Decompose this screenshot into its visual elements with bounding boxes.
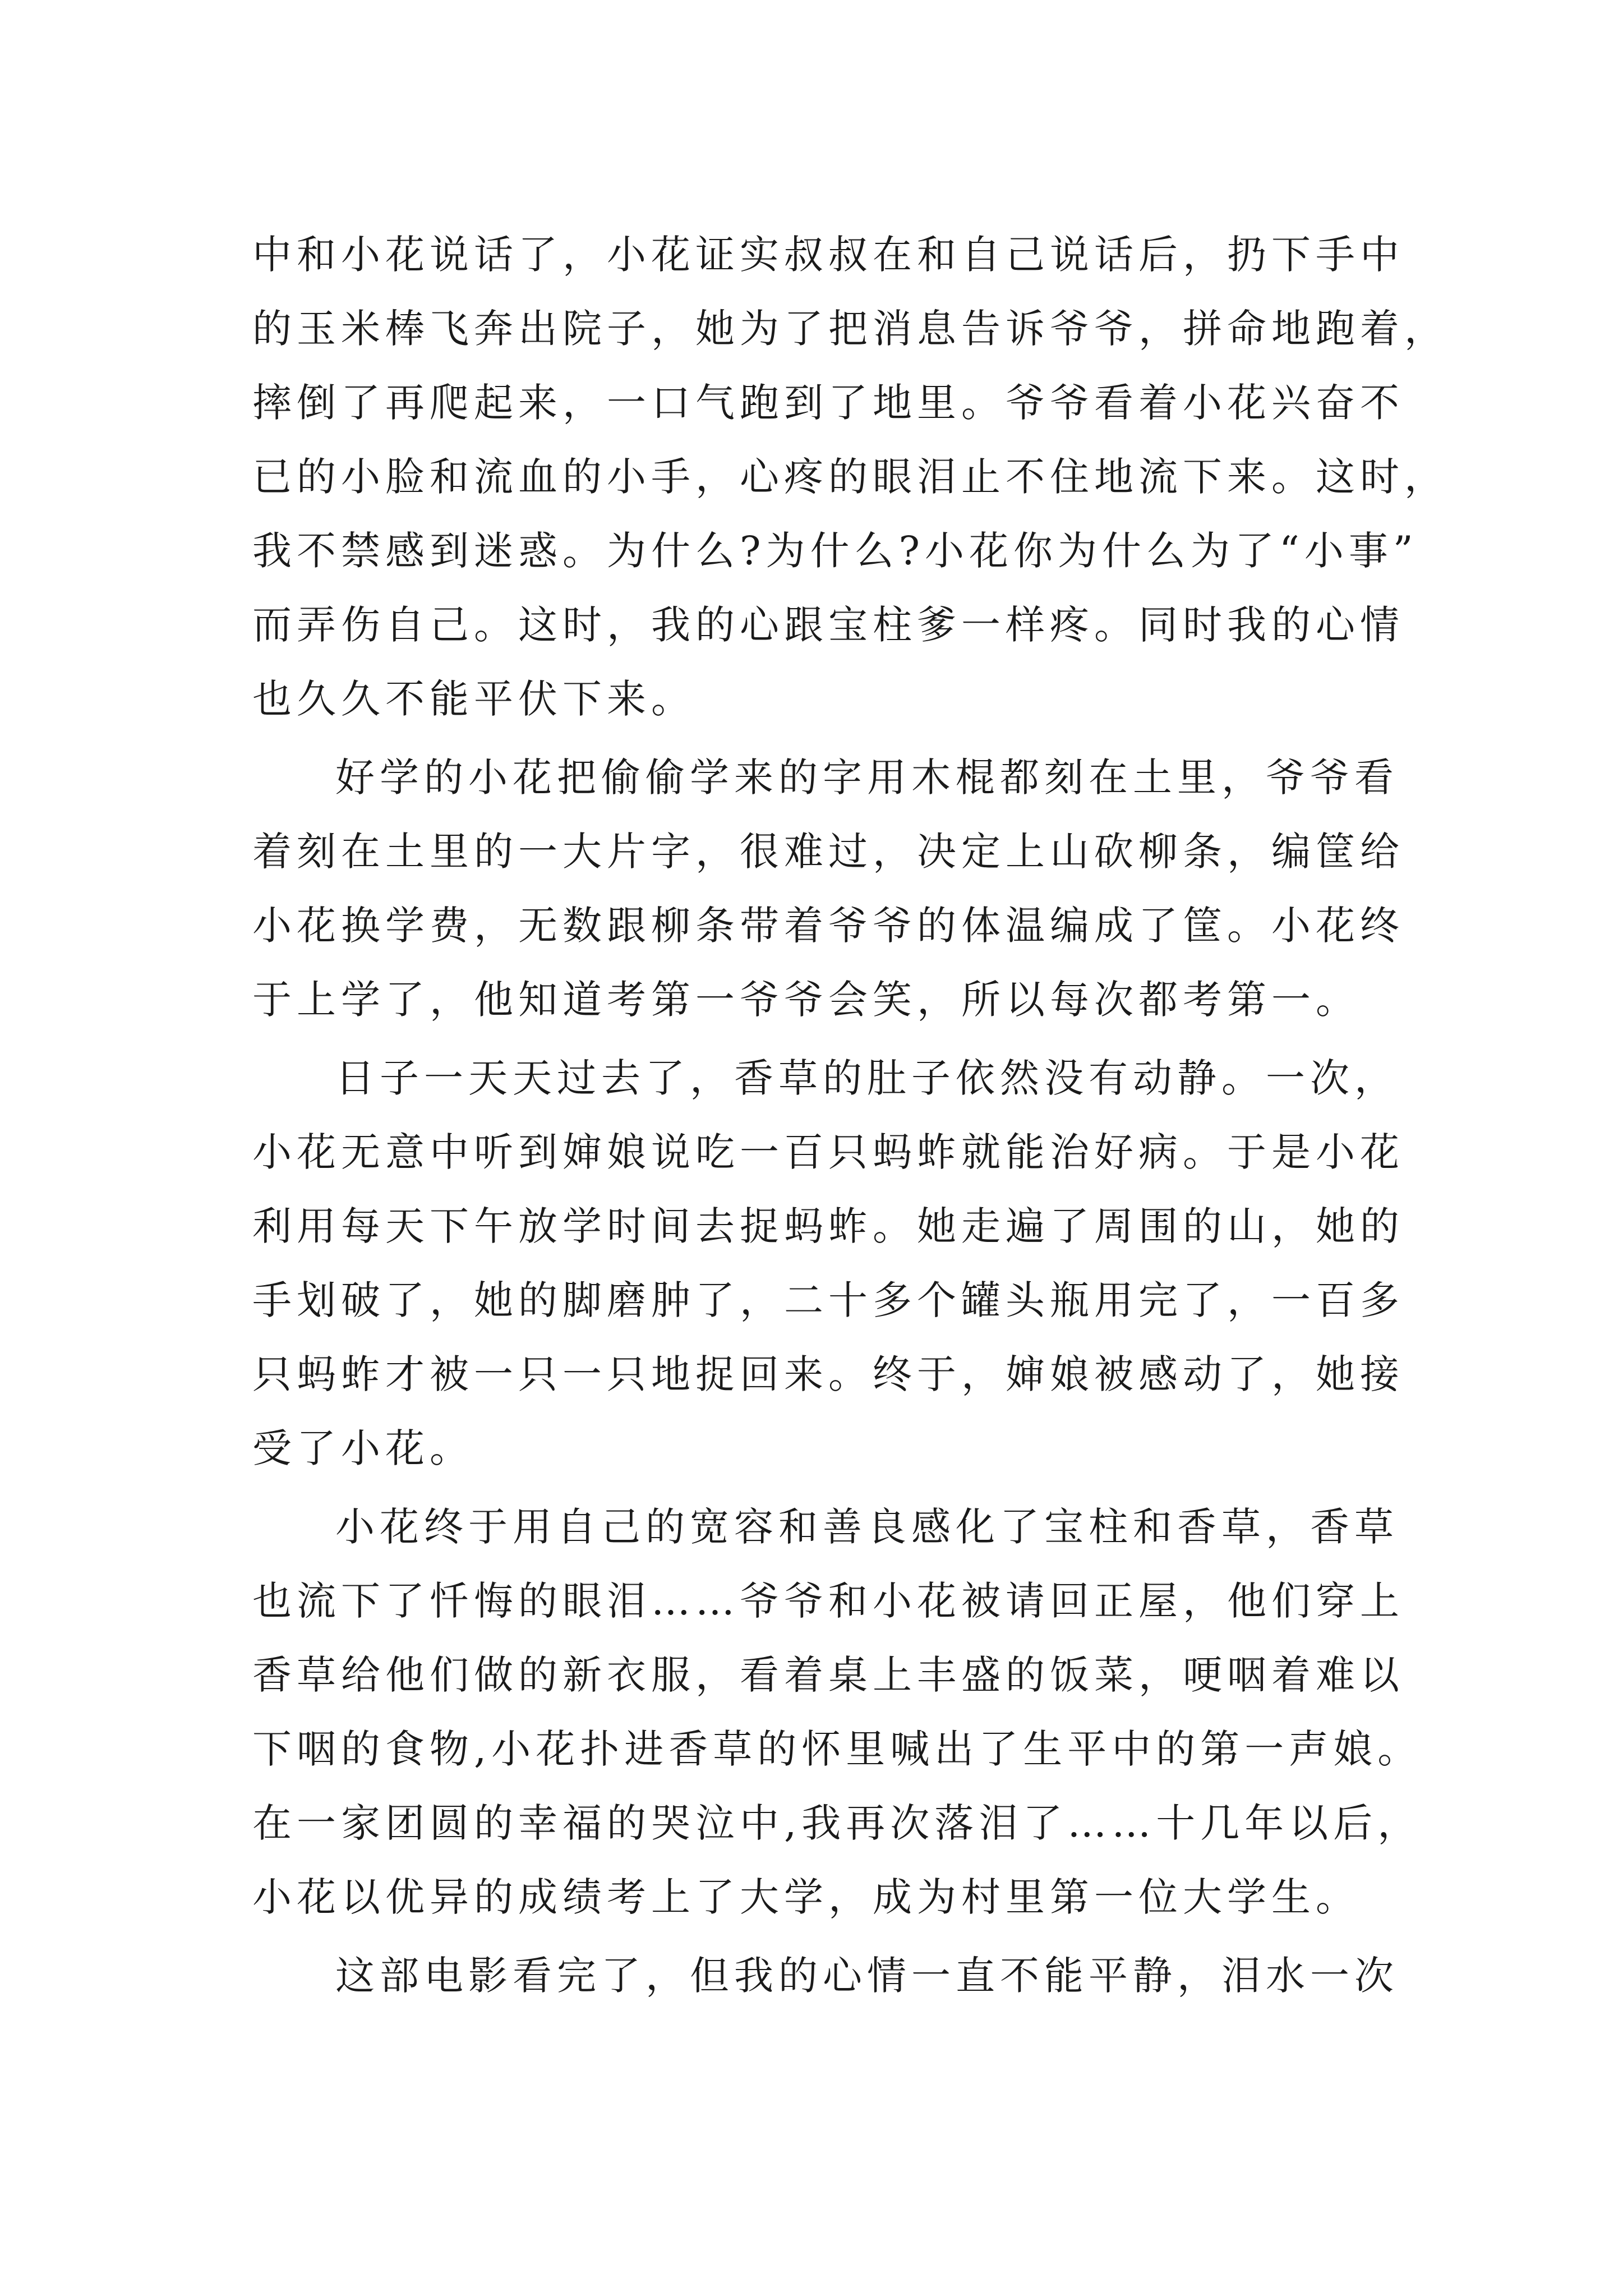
text-line: 手划破了，她的脚磨肿了，二十多个罐头瓶用完了，一百多 bbox=[252, 1277, 1404, 1323]
text-line: 下咽的食物,小花扑进香草的怀里喊出了生平中的第一声娘。 bbox=[252, 1726, 1422, 1772]
text-line: 小花以优异的成绩考上了大学，成为村里第一位大学生。 bbox=[252, 1874, 1360, 1920]
text-line: 的玉米棒飞奔出院子，她为了把消息告诉爷爷，拼命地跑着， bbox=[252, 306, 1449, 352]
text-line: 中和小花说话了，小花证实叔叔在和自己说话后，扔下手中 bbox=[252, 232, 1404, 278]
text-line: 日子一天天过去了，香草的肚子依然没有动静。一次， bbox=[335, 1055, 1399, 1101]
text-line: 小花无意中听到婶娘说吃一百只蚂蚱就能治好病。于是小花 bbox=[252, 1129, 1404, 1175]
paragraph-5 bbox=[252, 1939, 1399, 2013]
text-line: 我不禁感到迷惑。为什么?为什么?小花你为什么为了“小事” bbox=[252, 528, 1418, 574]
document-body bbox=[252, 218, 1449, 2013]
text-line: 也流下了忏悔的眼泪……爷爷和小花被请回正屋，他们穿上 bbox=[252, 1578, 1404, 1624]
paragraph-2 bbox=[252, 740, 1404, 1037]
paragraph-3 bbox=[252, 1041, 1404, 1485]
text-line: 这部电影看完了，但我的心情一直不能平静，泪水一次 bbox=[335, 1953, 1399, 1999]
text-line: 香草给他们做的新衣服，看着桌上丰盛的饭菜，哽咽着难以 bbox=[252, 1652, 1404, 1698]
text-line: 着刻在土里的一大片字，很难过，决定上山砍柳条，编筐给 bbox=[252, 829, 1404, 875]
text-line: 摔倒了再爬起来，一口气跑到了地里。爷爷看着小花兴奋不 bbox=[252, 380, 1404, 426]
text-line: 小花终于用自己的宽容和善良感化了宝柱和香草，香草 bbox=[335, 1504, 1399, 1550]
text-line: 小花换学费，无数跟柳条带着爷爷的体温编成了筐。小花终 bbox=[252, 903, 1404, 949]
text-line: 只蚂蚱才被一只一只地捉回来。终于，婶娘被感动了，她接 bbox=[252, 1351, 1404, 1397]
text-line: 于上学了，他知道考第一爷爷会笑，所以每次都考第一。 bbox=[252, 977, 1360, 1023]
text-line: 好学的小花把偷偷学来的字用木棍都刻在土里，爷爷看 bbox=[335, 754, 1399, 800]
text-line: 在一家团圆的幸福的哭泣中,我再次落泪了……十几年以后， bbox=[252, 1800, 1422, 1846]
paragraph-1 bbox=[252, 218, 1449, 736]
text-line: 已的小脸和流血的小手，心疼的眼泪止不住地流下来。这时， bbox=[252, 454, 1449, 500]
text-line: 受了小花。 bbox=[252, 1425, 474, 1471]
text-line: 也久久不能平伏下来。 bbox=[252, 676, 695, 722]
paragraph-4 bbox=[252, 1490, 1422, 1934]
text-line: 利用每天下午放学时间去捉蚂蚱。她走遍了周围的山，她的 bbox=[252, 1203, 1404, 1249]
text-line: 而弄伤自己。这时，我的心跟宝柱爹一样疼。同时我的心情 bbox=[252, 602, 1404, 648]
